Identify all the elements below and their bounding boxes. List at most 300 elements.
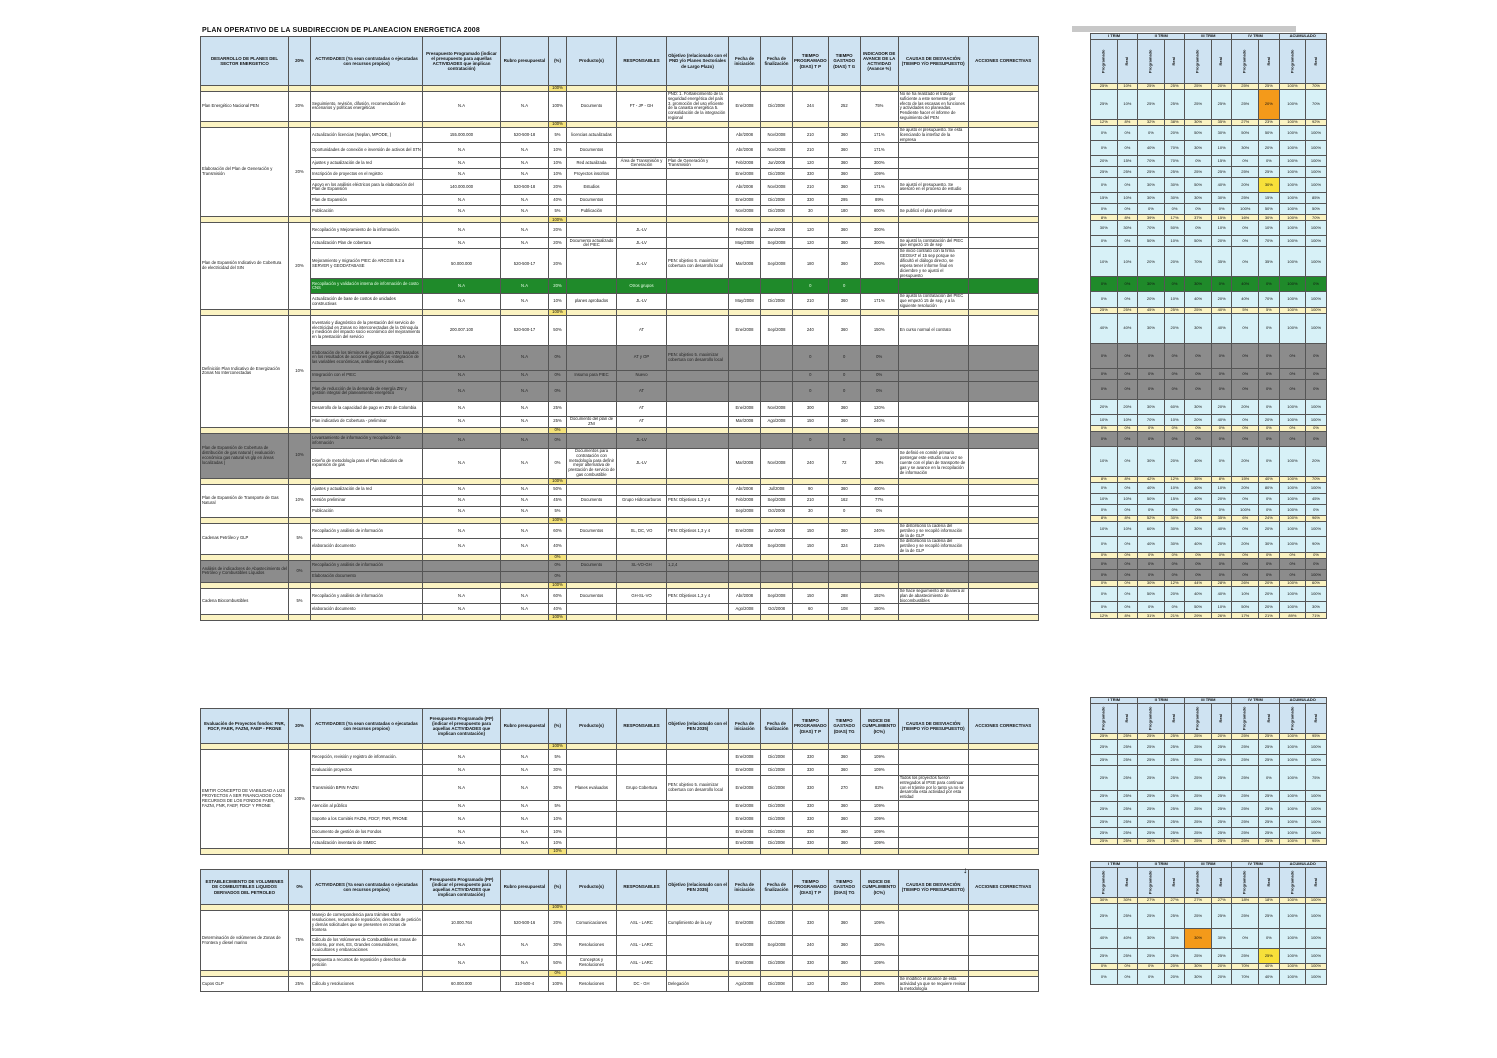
time-programmed: 300 <box>793 401 829 416</box>
quarter-value: 25% <box>1164 766 1185 791</box>
deviation-cause <box>898 433 968 448</box>
rubro: N.A <box>501 238 549 249</box>
end-date: Nov/2008 <box>761 127 793 142</box>
objective-weight: 20% <box>289 223 311 309</box>
quarter-value: 0% <box>1306 343 1327 368</box>
quarter-value: 0% <box>1138 569 1165 580</box>
objective-pen <box>667 604 729 615</box>
activity: Cálculo de los Volúmenes de Combustibles en zonas de frontera, por mes, ES, Grandes consumidores, Acuicultores y embarcaciones <box>311 936 423 956</box>
quarter-value: 0% <box>1091 552 1118 558</box>
activity: Actualización licencias (Neplan, MPODE, ) <box>311 127 423 142</box>
deviation-cause <box>898 158 968 169</box>
header-activities: ACTIVIDADES (Ya sean contratadas o ejecutadas con recursos propios) <box>311 870 423 905</box>
group-pct-row: 0% <box>549 427 567 433</box>
responsable: AT <box>617 416 667 427</box>
budget: N.A <box>423 238 501 249</box>
deviation-cause <box>898 345 968 370</box>
quarter-column <box>1232 867 1259 897</box>
quarter-value: 80% <box>1259 482 1280 493</box>
budget: 155.000.000 <box>423 127 501 142</box>
start-date: Ene/2008 <box>729 750 761 765</box>
rubro: N.A <box>501 750 549 765</box>
budget: N.A <box>423 416 501 427</box>
quarter-value: 0% <box>1091 482 1118 493</box>
quarters-fondos <box>1090 697 1327 845</box>
quarter-value: 0% <box>1259 156 1280 167</box>
quarter-value: 10% <box>1117 521 1138 536</box>
quarter-value: 0% <box>1091 277 1118 292</box>
quarter-value: 100% <box>1306 167 1327 178</box>
end-date: Oct/2008 <box>761 506 793 517</box>
activity: Seguimiento, revisión, difusión, recomendación de escenarios y políticas energéticas <box>311 92 423 122</box>
end-date: Jul/2008 <box>761 484 793 495</box>
activity-pct: 30% <box>549 936 567 956</box>
table-row <box>201 370 1039 381</box>
quarter-value: 0% <box>1306 552 1327 558</box>
time-spent: 180 <box>828 206 860 217</box>
indicator: 208% <box>860 977 898 992</box>
budget: N.A <box>423 827 501 838</box>
indicator: 109% <box>860 812 898 827</box>
quarter-column <box>1164 867 1185 897</box>
indicator: 0% <box>860 506 898 517</box>
section-total <box>968 849 1038 855</box>
quarter-value: 50% <box>1185 236 1212 247</box>
rubro: 520-500-18 <box>501 127 549 142</box>
time-spent: 360 <box>828 238 860 249</box>
time-programmed: 210 <box>793 294 829 309</box>
activity-pct: 40% <box>549 195 567 206</box>
table-row <box>201 750 1039 765</box>
group-pct-row: 100% <box>549 582 567 588</box>
quarter-value: 0% <box>1259 493 1280 504</box>
table-row <box>201 560 1039 571</box>
header-indicator: INDICADOR DE AVANCE DE LA ACTIVIDAD (Avance %) <box>860 37 898 86</box>
budget: N.A <box>423 401 501 416</box>
objective-pen <box>667 956 729 971</box>
quarter-value: 50% <box>1232 125 1259 140</box>
product: planes aprobados <box>567 294 617 309</box>
quarter-value: 0% <box>1138 964 1165 970</box>
quarter-value: 0% <box>1117 964 1138 970</box>
time-programmed: 210 <box>793 495 829 506</box>
quarter-value: 45% <box>1138 307 1165 313</box>
objective-pen <box>667 169 729 180</box>
quarter-value: 100% <box>1306 247 1327 277</box>
quarter-value: 0% <box>1138 504 1165 515</box>
indicator: 0% <box>860 381 898 401</box>
quarter-label: ACUMULADO <box>1279 862 1326 868</box>
time-programmed: 330 <box>793 776 829 801</box>
product <box>567 571 617 582</box>
objective-pen <box>667 370 729 381</box>
start-date <box>729 571 761 582</box>
start-date: Abr/2008 <box>729 143 761 158</box>
quarter-value: 25% <box>1185 949 1212 964</box>
responsable: JL-LV <box>617 249 667 279</box>
indicator: 150% <box>860 315 898 345</box>
objective-pen: PEN: objetivo 5. maximizar cobertura con desarrollo local <box>667 249 729 279</box>
quarter-column <box>1185 703 1212 733</box>
quarter-label: III TRIM <box>1185 862 1232 868</box>
time-spent: 360 <box>828 416 860 427</box>
quarter-value: 0% <box>1164 343 1185 368</box>
quarter-value: 0% <box>1306 425 1327 431</box>
deviation-cause <box>898 827 968 838</box>
activity: Plan de Expansión <box>311 195 423 206</box>
quarter-column <box>1211 39 1232 83</box>
end-date: Dic/2008 <box>761 812 793 827</box>
product: Resoluciones <box>567 977 617 992</box>
quarter-value: 20% <box>1185 414 1212 425</box>
time-programmed: 90 <box>793 484 829 495</box>
objective-name: Plan de Expansión de Cobertura de distribución de gas natural ( evaluación económica gas natural vs glp en áreas localizadas ) <box>201 433 289 478</box>
quarter-value: 18% <box>1259 898 1280 904</box>
quarter-column-label: Real <box>1124 878 1130 887</box>
quarter-value: 0% <box>1279 379 1306 399</box>
end-date: Sep/2008 <box>761 539 793 554</box>
quarter-value: 100% <box>1279 817 1306 828</box>
quarter-value: 100% <box>1279 292 1306 307</box>
start-date: Ene/2008 <box>729 838 761 849</box>
end-date: Dic/2008 <box>761 169 793 180</box>
quarter-value: 25% <box>1232 90 1259 120</box>
quarter-value: 25% <box>1117 839 1138 845</box>
time-spent: 360 <box>828 911 860 936</box>
activity-pct: 20% <box>549 180 567 195</box>
quarter-value: 10% <box>1091 414 1118 425</box>
quarter-value: 100% <box>1279 90 1306 120</box>
quarter-value: 0% <box>1259 431 1280 446</box>
deviation-cause <box>898 560 968 571</box>
start-date: Sep/2008 <box>729 506 761 517</box>
quarter-value: 0% <box>1259 929 1280 949</box>
quarter-value: 100% <box>1279 734 1306 740</box>
quarter-value: 40% <box>1185 446 1212 476</box>
quarter-value: 20% <box>1232 399 1259 414</box>
quarter-value: 100% <box>1279 277 1306 292</box>
header-tp: TIEMPO PROGRAMADO (DIAS) T P <box>793 37 829 86</box>
quarter-column <box>1138 39 1165 83</box>
quarter-value: 100% <box>1279 141 1306 156</box>
quarter-value: 0% <box>1164 431 1185 446</box>
deviation-cause <box>898 911 968 936</box>
responsable: FT - JP - GH <box>617 92 667 122</box>
header-objective_pen: Objetivo (relacionado con el PEN 2035) <box>667 709 729 744</box>
quarter-value: 20% <box>1091 156 1118 167</box>
activity: Recopilación y validación interna de información de costo CNS <box>311 279 423 294</box>
quarter-value: 30% <box>1232 141 1259 156</box>
quarter-value: 10% <box>1211 221 1232 236</box>
quarter-value: 60% <box>1138 521 1165 536</box>
quarter-value: 0% <box>1091 178 1118 193</box>
quarter-value: 100% <box>1279 521 1306 536</box>
quarter-value: 0% <box>1138 343 1165 368</box>
quarter-value: 0% <box>1259 313 1280 343</box>
quarter-value: 30% <box>1138 193 1165 204</box>
budget: N.A <box>423 345 501 370</box>
quarter-value: 0% <box>1259 277 1280 292</box>
rubro: N.A <box>501 956 549 971</box>
quarter-label: III TRIM <box>1185 698 1232 704</box>
quarter-value: 25% <box>1211 791 1232 802</box>
section-total <box>289 615 311 621</box>
activity-pct: 25% <box>549 401 567 416</box>
start-date: Abr/2008 <box>729 180 761 195</box>
indicator: 171% <box>860 294 898 309</box>
section-total <box>761 849 793 855</box>
indicator: 171% <box>860 127 898 142</box>
time-spent: 72 <box>828 448 860 478</box>
budget: N.A <box>423 484 501 495</box>
quarter-column-label: Programado <box>1241 870 1247 895</box>
quarter-value: 30% <box>1185 521 1212 536</box>
quarter-value: 30% <box>1211 125 1232 140</box>
quarter-value: 25% <box>1185 734 1212 740</box>
quarter-value: 25% <box>1164 817 1185 828</box>
corrective-action <box>968 838 1038 849</box>
objective-pen <box>667 433 729 448</box>
start-date: Ene/2008 <box>729 956 761 971</box>
activity: Versión preliminar <box>311 495 423 506</box>
quarter-value: 30% <box>1185 277 1212 292</box>
corrective-action <box>968 936 1038 956</box>
quarter-value: 25% <box>1211 817 1232 828</box>
quarter-value: 24% <box>1259 515 1280 521</box>
time-spent: 0 <box>828 381 860 401</box>
end-date: Dic/2008 <box>761 956 793 971</box>
objective-weight: 0% <box>289 560 311 582</box>
header-rubro: Rubro presupuestal <box>501 870 549 905</box>
responsable: ASL - LARC <box>617 911 667 936</box>
quarter-value: 100% <box>1279 740 1306 755</box>
rubro: N.A <box>501 812 549 827</box>
quarter-value: 10% <box>1164 236 1185 247</box>
quarter-value: 0% <box>1211 277 1232 292</box>
indicator: 400% <box>860 484 898 495</box>
end-date: Jun/2008 <box>761 523 793 538</box>
objective-weight: 10% <box>289 315 311 427</box>
quarter-value: 25% <box>1185 904 1212 929</box>
quarter-value: 23% <box>1259 119 1280 125</box>
table-row <box>201 977 1039 992</box>
activity-pct: 0% <box>549 571 567 582</box>
quarter-column-label: Real <box>1218 57 1224 66</box>
quarter-value: 0% <box>1211 569 1232 580</box>
quarter-value: 0% <box>1306 277 1327 292</box>
time-programmed: 120 <box>793 238 829 249</box>
activity: Inscripción de proyectos en el registro <box>311 169 423 180</box>
quarter-value: 25% <box>1138 734 1165 740</box>
group-pct-row: 100% <box>549 905 567 911</box>
quarter-value: 25% <box>1232 734 1259 740</box>
quarter-column-label: Real <box>1124 57 1130 66</box>
responsable <box>617 206 667 217</box>
quarter-value: 32% <box>1138 119 1165 125</box>
quarter-value: 20% <box>1117 399 1138 414</box>
objective-pen <box>667 127 729 142</box>
quarter-column <box>1279 703 1306 733</box>
start-date: Ene/2008 <box>729 315 761 345</box>
indicator: 89% <box>860 195 898 206</box>
table-row <box>201 238 1039 249</box>
rubro <box>501 560 549 571</box>
header-end: Fecha de finalización <box>761 37 793 86</box>
quarter-value: 90% <box>1306 537 1327 552</box>
quarter-value: 30% <box>1164 929 1185 949</box>
rubro: N.A <box>501 484 549 495</box>
end-date: Jun/2008 <box>761 223 793 238</box>
product <box>567 765 617 776</box>
quarter-value: 30% <box>1138 580 1165 586</box>
table-row <box>201 936 1039 956</box>
indicator: 109% <box>860 169 898 180</box>
quarter-value: 25% <box>1232 84 1259 90</box>
quarter-value: 40% <box>1091 929 1118 949</box>
quarter-value: 0% <box>1117 537 1138 552</box>
rubro: N.A <box>501 448 549 478</box>
time-programmed: 330 <box>793 801 829 812</box>
corrective-action <box>968 249 1038 279</box>
corrective-action <box>968 956 1038 971</box>
activity-pct: 0% <box>549 370 567 381</box>
corrective-action <box>968 433 1038 448</box>
quarter-value: 0% <box>1117 431 1138 446</box>
section-total <box>201 849 289 855</box>
quarter-value: 40% <box>1138 537 1165 552</box>
quarter-value: 0% <box>1164 602 1185 613</box>
quarter-value: 0% <box>1211 558 1232 569</box>
quarter-value: 30% <box>1185 119 1212 125</box>
quarter-column-label: Real <box>1171 714 1177 723</box>
quarter-value: 25% <box>1117 817 1138 828</box>
quarter-value: 25% <box>1232 949 1259 964</box>
quarter-value: 20% <box>1211 734 1232 740</box>
section-total <box>860 849 898 855</box>
quarter-value: 35% <box>1185 476 1212 482</box>
quarter-value: 100% <box>1279 221 1306 236</box>
quarter-value: 25% <box>1232 839 1259 845</box>
corrective-action <box>968 812 1038 827</box>
start-date: May/2008 <box>729 294 761 309</box>
quarter-value: 40% <box>1232 277 1259 292</box>
budget: N.A <box>423 956 501 971</box>
quarter-value: 100% <box>1306 178 1327 193</box>
end-date <box>761 433 793 448</box>
time-programmed: 60 <box>793 604 829 615</box>
responsable <box>617 484 667 495</box>
quarter-value: 25% <box>1259 734 1280 740</box>
quarter-value: 30% <box>1091 898 1118 904</box>
quarter-value: 10% <box>1259 221 1280 236</box>
budget: N.A <box>423 433 501 448</box>
indicator: 82% <box>860 776 898 801</box>
responsable <box>617 604 667 615</box>
header-products: Producto(s) <box>567 37 617 86</box>
corrective-action <box>968 381 1038 401</box>
quarter-value: 50% <box>1138 493 1165 504</box>
start-date <box>729 345 761 370</box>
corrective-action <box>968 911 1038 936</box>
quarter-value: 25% <box>1164 802 1185 817</box>
responsable: ASL - LARC <box>617 956 667 971</box>
quarter-value: 5% <box>1259 307 1280 313</box>
quarter-label: ACUMULADO <box>1279 698 1326 704</box>
quarter-value: 0% <box>1117 178 1138 193</box>
objective-weight: 100% <box>289 750 311 849</box>
indicator: 300% <box>860 158 898 169</box>
quarter-value: 25% <box>1138 949 1165 964</box>
quarter-value: 10% <box>1091 446 1118 476</box>
quarter-value: 0% <box>1091 569 1118 580</box>
rubro: N.A <box>501 92 549 122</box>
quarter-value: 25% <box>1232 766 1259 791</box>
product: Estudios <box>567 180 617 195</box>
quarter-value: 25% <box>1138 839 1165 845</box>
deviation-cause <box>898 765 968 776</box>
objective-pen: PEN: Objetivos 1,3 y 4 <box>667 523 729 538</box>
time-spent: 360 <box>828 315 860 345</box>
responsable: AT y OP <box>617 345 667 370</box>
quarter-value: 30% <box>1259 215 1280 221</box>
header-objective: DESARROLLO DE PLANES DEL SECTOR ENERGETICO <box>201 37 289 86</box>
quarter-value: 50% <box>1185 602 1212 613</box>
start-date <box>729 433 761 448</box>
quarter-value: 8% <box>1117 215 1138 221</box>
product: Proyectos inscritos <box>567 169 617 180</box>
quarter-value: 0% <box>1232 343 1259 368</box>
budget: N.A <box>423 523 501 538</box>
quarter-value: 8% <box>1117 515 1138 521</box>
quarter-value: 100% <box>1279 178 1306 193</box>
activity-pct: 0% <box>549 560 567 571</box>
quarter-value: 0% <box>1232 521 1259 536</box>
time-programmed: 120 <box>793 223 829 238</box>
corrective-action <box>968 206 1038 217</box>
quarter-value: 25% <box>1091 828 1118 839</box>
quarter-value: 27% <box>1138 898 1165 904</box>
quarter-value: 70% <box>1138 414 1165 425</box>
quarter-value: 89% <box>1279 613 1306 619</box>
end-date <box>761 571 793 582</box>
quarter-value: 8% <box>1117 119 1138 125</box>
quarter-value: 0% <box>1164 504 1185 515</box>
quarter-value: 70% <box>1306 476 1327 482</box>
quarter-value: 25% <box>1185 839 1212 845</box>
responsable: GH-SL-VO <box>617 588 667 603</box>
corrective-action <box>968 92 1038 122</box>
section-total <box>501 615 549 621</box>
quarter-value: 35% <box>1211 247 1232 277</box>
quarter-value: 10% <box>1091 521 1118 536</box>
header-budget: Presupuesto Programado (indicar el presupuesto para aquellas ACTIVIDADES que implican contratación) <box>423 37 501 86</box>
deviation-cause <box>898 143 968 158</box>
quarter-value: 25% <box>1117 791 1138 802</box>
time-programmed: 150 <box>793 416 829 427</box>
deviation-cause <box>898 381 968 401</box>
activity-pct: 25% <box>549 416 567 427</box>
quarter-column-label: Real <box>1218 878 1224 887</box>
objective-pen <box>667 180 729 195</box>
header-activities: ACTIVIDADES (Ya sean contratadas o ejecutadas con recursos propios) <box>311 37 423 86</box>
quarter-value: 0% <box>1138 558 1165 569</box>
section-total: 10% <box>549 849 567 855</box>
activity-pct: 5% <box>549 506 567 517</box>
quarter-value: 0% <box>1279 368 1306 379</box>
quarter-value: 100% <box>1279 949 1306 964</box>
header-end: Fecha de finalización <box>761 870 793 905</box>
quarter-value: 100% <box>1279 586 1306 601</box>
